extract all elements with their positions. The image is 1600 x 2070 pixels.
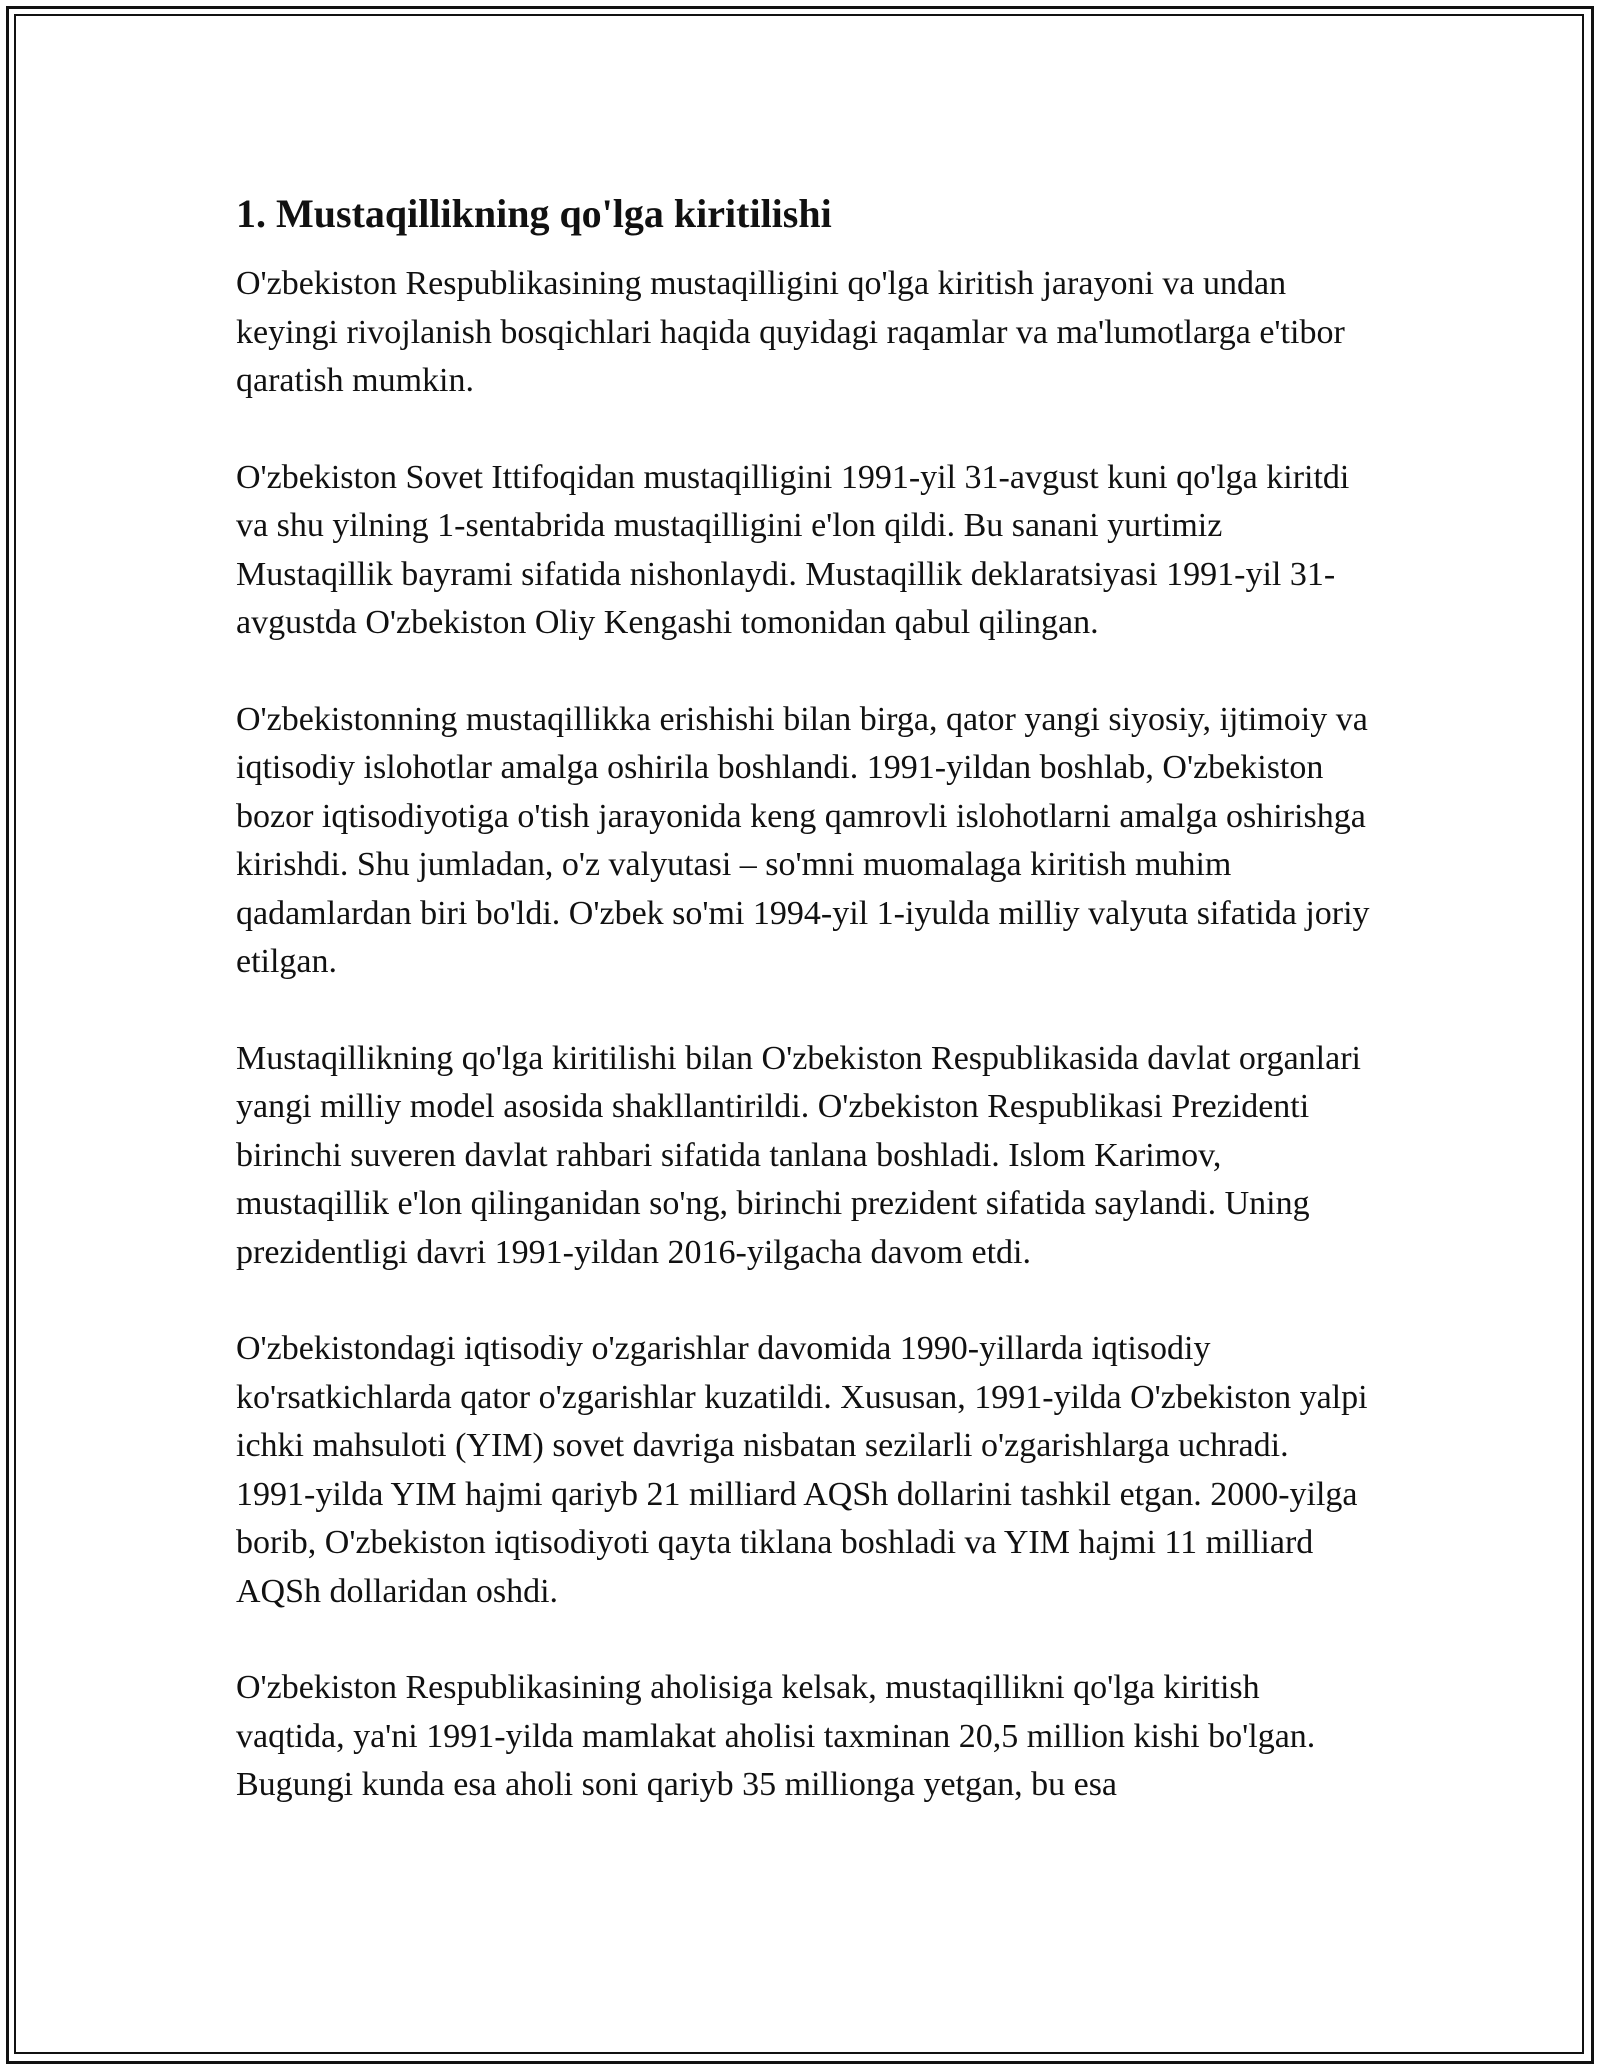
paragraph-government: Mustaqillikning qo'lga kiritilishi bilan O'zbekiston Respublikasida davlat organlari yangi milliy model asosida shakllantirildi. O'zbekiston Respublikasi Prezidenti birinchi suveren davlat rahbari sifatida tanlana boshladi. Islom Karimov, mustaqillik e'lon qilinganidan so'ng, birinchi prezident sifatida saylandi. Uning prezidentligi davri 1991-yildan 2016-yilgacha davom etdi. xyxy=(236,1039,1361,1271)
paragraph-intro: O'zbekiston Respublikasining mustaqilligini qo'lga kiritish jarayoni va undan keyingi rivojlanish bosqichlari haqida quyidagi raqamlar va ma'lumotlarga e'tibor qaratish mumkin. xyxy=(236,265,1345,399)
section-heading: 1. Mustaqillikning qo'lga kiritilishi xyxy=(236,191,832,236)
paragraph-reforms: O'zbekistonning mustaqillikka erishishi bilan birga, qator yangi siyosiy, ijtimoiy va iqtisodiy islohotlar amalga oshirila boshlandi. 1991-yildan boshlab, O'zbekiston bozor iqtisodiyotiga o'tish jarayonida keng qamrovli islohotlarni amalga oshirishga kirishdi. Shu jumladan, o'z valyutasi – so'mni muomalaga kiritish muhim qadamlardan biri bo'ldi. O'zbek so'mi 1994-yil 1-iyulda milliy valyuta sifatida joriy etilgan. xyxy=(236,700,1370,980)
paragraph-population: O'zbekiston Respublikasining aholisiga kelsak, mustaqillikni qo'lga kiritish vaqtida, ya'ni 1991-yilda mamlakat aholisi taxminan 20,5 million kishi bo'lgan. Bugungi kunda esa aholi soni qariyb 35 millionga yetgan, bu esa xyxy=(236,1669,1316,1803)
paragraph-independence-date: O'zbekiston Sovet Ittifoqidan mustaqilligini 1991-yil 31-avgust kuni qo'lga kiritdi va shu yilning 1-sentabrida mustaqilligini e'lon qildi. Bu sanani yurtimiz Mustaqillik bayrami sifatida nishonlaydi. Mustaqillik deklaratsiyasi 1991-yil 31-avgustda O'zbekiston Oliy Kengashi tomonidan qabul qilingan. xyxy=(236,458,1350,641)
paragraph-economy: O'zbekistondagi iqtisodiy o'zgarishlar davomida 1990-yillarda iqtisodiy ko'rsatkichlarda qator o'zgarishlar kuzatildi. Xususan, 1991-yilda O'zbekiston yalpi ichki mahsuloti (YIM) sovet davriga nisbatan sezilarli o'zgarishlarga uchradi. 1991-yilda YIM hajmi qariyb 21 milliard AQSh dollarini tashkil etgan. 2000-yilga borib, O'zbekiston iqtisodiyoti qayta tiklana boshladi va YIM hajmi 11 milliard AQSh dollaridan oshdi. xyxy=(236,1330,1368,1610)
document-body xyxy=(236,188,1376,1858)
